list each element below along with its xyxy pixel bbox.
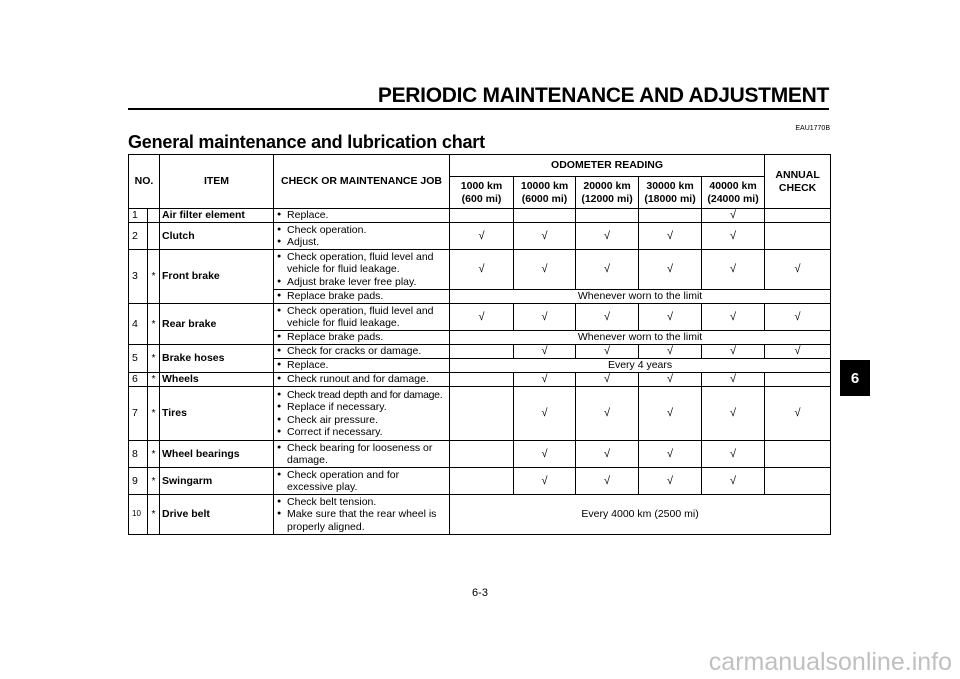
table-row: 8 * Wheel bearings ● Check bearing for looseness or damage. √ √ √ √ [129, 441, 831, 468]
page-header-title: PERIODIC MAINTENANCE AND ADJUSTMENT [377, 84, 829, 107]
header-odometer: ODOMETER READING [450, 155, 765, 177]
header-odometer-col: 30000 km (18000 mi) [639, 177, 702, 209]
header-odometer-col: 40000 km (24000 mi) [702, 177, 765, 209]
header-job: CHECK OR MAINTENANCE JOB [274, 155, 450, 209]
document-code: EAU1770B [795, 125, 830, 132]
table-row: 4 * Rear brake ● Check operation, fluid level and vehicle for fluid leakage. √ √ √ √ √ √ [129, 304, 831, 331]
header-odometer-col: 1000 km (600 mi) [450, 177, 514, 209]
maintenance-chart-table: NO. ITEM CHECK OR MAINTENANCE JOB ODOMETER READING ANNUAL CHECK 1000 km (600 mi) 10000 km (6000 mi) 20000 km (12000 mi) 30000 km (18000 mi) 40000 km (24000 mi) 1 Air filter element ● Replace. √ 2 Clutch ● Check operation. ● Adjust. √ √ √ √ √ 3 * Front brake ● Check operation, fluid level and vehicle for fluid leakage. ● Adjust brake lever free play. √ √ √ √ √ √ ● Replace brake pads. Whenever worn to the limit 4 * Rear brake ● Check operation, fluid level and vehicle for fluid leakage. √ √ √ √ √ √ ● Replace brake pads. Whenever worn to the limit 5 * Brake hoses ● Check for cracks or damage. √ √ √ √ √ ● Replace. Every 4 years 6 * Wheels ● Check runout and for damage. √ √ √ √ 7 * Tires ● Check tread depth and for damage. ● Replace if necessary. ● Check air pressure. ● Correct if necessary. √ √ √ √ √ 8 * Wheel bearings ● Check bearing for looseness or damage. √ √ √ √ 9 * Swingarm ● Check operation and for excessive play. √ √ √ √ 10 * Drive belt ● Check belt tension. ● Make sure that the rear wheel is properly aligned. Every 4000 km (2500 mi) [128, 154, 831, 535]
interval-text: Whenever worn to the limit [450, 290, 831, 304]
table-row: 9 * Swingarm ● Check operation and for excessive play. √ √ √ √ [129, 468, 831, 495]
table-row: 3 * Front brake ● Check operation, fluid level and vehicle for fluid leakage. ● Adjust brake lever free play. √ √ √ √ √ √ [129, 250, 831, 290]
page-number: 6-3 [472, 587, 488, 599]
header-no: NO. [129, 155, 160, 209]
table-row [129, 209, 831, 223]
header-annual-check: ANNUAL CHECK [765, 155, 831, 209]
table-row: 7 * Tires ● Check tread depth and for damage. ● Replace if necessary. ● Check air pressure. ● Correct if necessary. √ √ √ √ √ [129, 387, 831, 441]
row-jobs: ● Replace. [274, 209, 450, 223]
header-rule [128, 108, 829, 110]
interval-text: Every 4000 km (2500 mi) [450, 495, 831, 535]
star-marker: * [148, 250, 160, 304]
row-number: 1 [129, 209, 148, 223]
tick-mark: √ [702, 209, 765, 223]
header-odometer-col: 20000 km (12000 mi) [576, 177, 639, 209]
row-item: Air filter element [160, 209, 274, 223]
table-row: 6 * Wheels ● Check runout and for damage. √ √ √ √ [129, 373, 831, 387]
table-row: 2 Clutch ● Check operation. ● Adjust. √ √ √ √ √ [129, 223, 831, 250]
header-item: ITEM [160, 155, 274, 209]
section-tab: 6 [840, 360, 870, 396]
header-odometer-col: 10000 km (6000 mi) [514, 177, 576, 209]
section-title: General maintenance and lubrication chart [128, 132, 485, 152]
watermark: carmanualsonline.info [708, 648, 952, 676]
table-row: 10 * Drive belt ● Check belt tension. ● Make sure that the rear wheel is properly aligned. Every 4000 km (2500 mi) [129, 495, 831, 535]
table-row: 5 * Brake hoses ● Check for cracks or damage. √ √ √ √ √ [129, 345, 831, 359]
